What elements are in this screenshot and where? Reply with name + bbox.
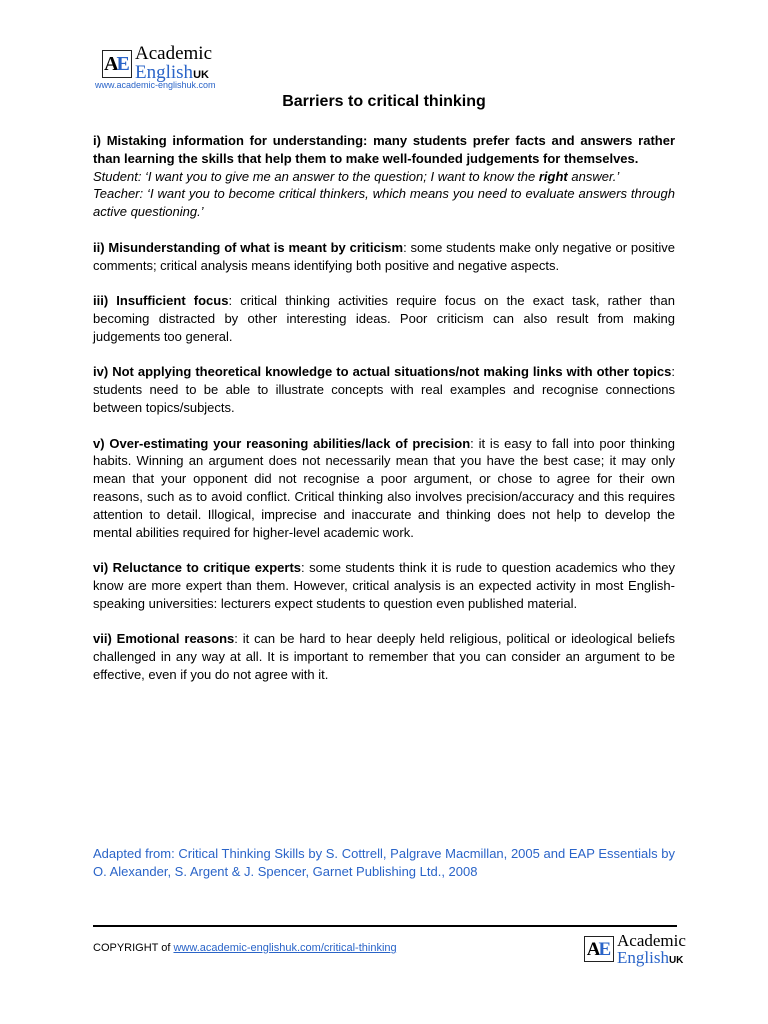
- student-quote: Student: ‘I want you to give me an answer to the question; I want to know the right answer.’: [93, 168, 620, 184]
- section-heading: v) Over-estimating your reasoning abilities/lack of precision: [93, 435, 471, 451]
- section-5: [93, 435, 675, 542]
- section-3: [93, 292, 675, 345]
- logo-wordmark: Academic EnglishUK: [135, 43, 213, 83]
- footer-logo: [584, 932, 686, 967]
- section-heading: iv) Not applying theoretical knowledge to actual situations/not making links with other topics: [93, 364, 672, 380]
- page-title: Barriers to critical thinking: [282, 93, 486, 110]
- section-body: : some students think it is rude to question academics who they know are more expert than them. However, critical analysis is an expected activity in most English-speaking universities: lecturers expect students to question even published material.: [93, 560, 675, 611]
- section-heading: ii) Misunderstanding of what is meant by criticism: [93, 239, 404, 255]
- section-body: : it can be hard to hear deeply held religious, political or ideological beliefs challenged in any way at all. It is important to remember that you can consider an argument to be effective, even if you do not agree with it.: [93, 631, 675, 682]
- copyright-link[interactable]: www.academic-englishuk.com/critical-thinking: [173, 942, 397, 954]
- document-body: [93, 132, 675, 702]
- section-body: : critical thinking activities require focus on the exact task, rather than becoming distracted by other interesting ideas. Poor criticism can also result from making judgements too general.: [93, 293, 675, 344]
- section-heading: vii) Emotional reasons: [93, 631, 235, 647]
- site-url[interactable]: www.academic-englishuk.com: [95, 80, 216, 90]
- copyright-notice: COPYRIGHT of www.academic-englishuk.com/critical-thinking: [93, 942, 397, 954]
- section-7: [93, 630, 675, 683]
- brand-logo: [102, 44, 212, 82]
- section-4: [93, 363, 675, 416]
- section-1: [93, 132, 675, 221]
- section-heading: i) Mistaking information for understanding: many students prefer facts and answers rather than learning the skills that help them to make well-founded judgements for themselves.: [93, 133, 675, 166]
- section-heading: iii) Insufficient focus: [93, 293, 229, 309]
- footer-divider: [93, 925, 677, 927]
- section-6: [93, 559, 675, 612]
- logo-mark-icon: A E: [102, 50, 132, 78]
- teacher-quote: Teacher: ‘I want you to become critical thinkers, which means you need to evaluate answers through active questioning.’: [93, 186, 675, 220]
- logo-wordmark: Academic EnglishUK: [617, 931, 686, 967]
- section-body: : students need to be able to illustrate concepts with real examples and recognise connections between topics/subjects.: [93, 364, 675, 415]
- source-citation: Adapted from: Critical Thinking Skills by S. Cottrell, Palgrave Macmillan, 2005 and EAP Essentials by O. Alexander, S. Argent & J. Spencer, Garnet Publishing Ltd., 2008: [93, 846, 675, 879]
- section-body: : some students make only negative or positive comments; critical analysis means identifying both positive and negative aspects.: [93, 239, 675, 273]
- section-body: : it is easy to fall into poor thinking habits. Winning an argument does not necessarily mean that you have the best case; it may only mean that your opponent did not recognise a poor argument, or chose to agree for their own reasons, such as to avoid conflict. Critical thinking also involves precision/accuracy and this requires attention to detail. Illogical, imprecise and inaccurate and thinking does not help to develop the mental abilities required for higher-level academic work.: [93, 435, 675, 540]
- section-heading: vi) Reluctance to critique experts: [93, 560, 302, 576]
- logo-mark-icon: A E: [584, 936, 614, 962]
- section-2: [93, 239, 675, 275]
